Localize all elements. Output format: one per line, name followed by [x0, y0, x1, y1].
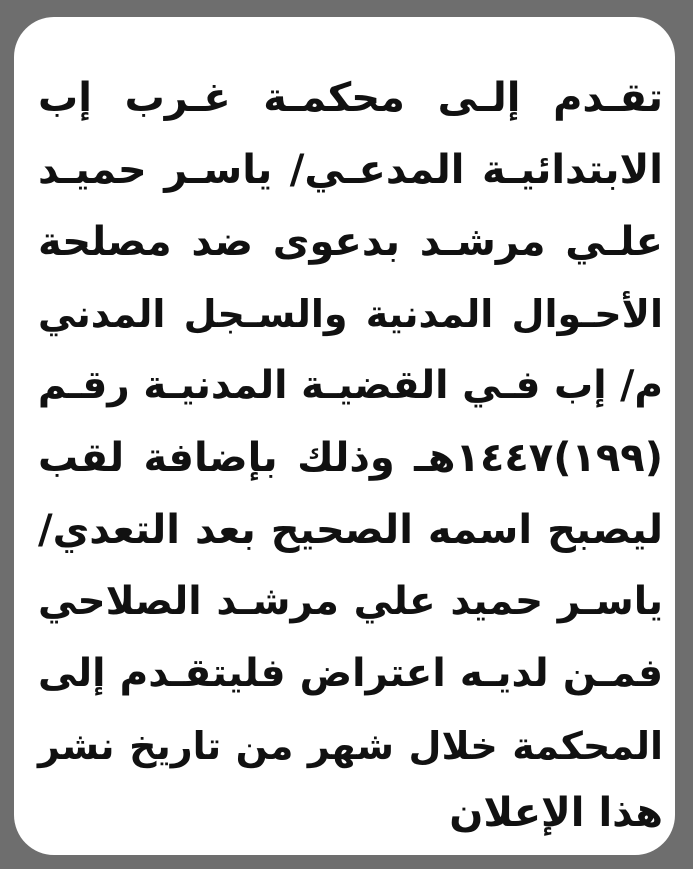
notice-text	[14, 17, 675, 855]
notice-line: م/ إب فـي القضيـة المدنيـة رقـم	[37, 363, 663, 408]
notice-line: (١٩٩)١٤٤٧هـ وذلك بإضافة لقب	[38, 435, 663, 481]
notice-card	[14, 17, 675, 855]
notice-line: المحكمة خلال شهر من تاريخ نشر	[38, 724, 663, 768]
notice-line: هذا الإعلان	[449, 790, 663, 836]
notice-line: ياسـر حميد علي مرشـد الصلاحي	[38, 579, 663, 624]
notice-line: الأحـوال المدنية والسـجل المدني	[38, 292, 663, 336]
notice-line: علـي مرشـد بدعوى ضد مصلحة	[38, 219, 663, 265]
notice-line: الابتدائيـة المدعـي/ ياسـر حميـد	[38, 147, 663, 193]
notice-line: فمـن لديـه اعتراض فليتقـدم إلى	[38, 651, 663, 696]
notice-line: تقـدم إلـى محكمـة غـرب إب	[38, 75, 663, 121]
notice-line: ليصبح اسمه الصحيح بعد التعدي/	[38, 507, 663, 553]
